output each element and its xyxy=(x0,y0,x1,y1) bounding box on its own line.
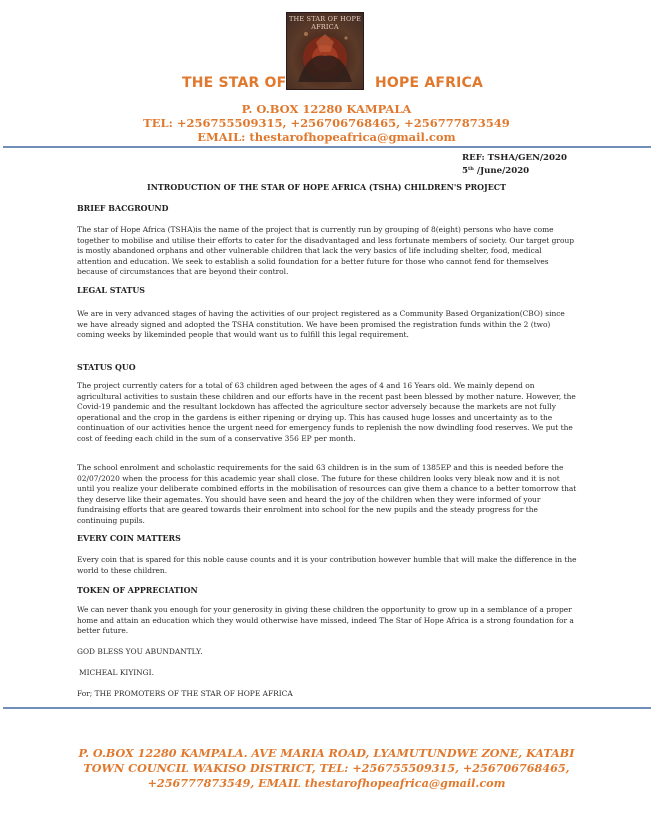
section-heading-legal: LEGAL STATUS xyxy=(77,286,145,295)
section-text-coin: Every coin that is spared for this noble cause counts and it is your contribution however humble that will make the difference in the world to these children. xyxy=(77,555,577,575)
header-po-box: P. O.BOX 12280 KAMPALA xyxy=(241,102,412,116)
document-title: INTRODUCTION OF THE STAR OF HOPE AFRICA (TSHA) CHILDREN'S PROJECT xyxy=(147,183,506,192)
header-telephone: TEL: +256755509315, +256706768465, +256777873549 xyxy=(143,116,510,130)
section-text-status-1: The project currently caters for a total of 63 children aged between the ages of 4 and 16 Years old. We mainly depend on agricultural activities to sustain these children and our efforts have in the recent past been blessed by mother nature. However, the Covid-19 pandemic and the resultant lockdown has affected the agriculture sector adversely because the markets are not fully operational and the crop in the gardens is either ripening or drying up. This has caused huge losses and uncertainty as to the continuation of our activities hence the urgent need for emergency funds to replenish the now dwindling food reserves. We put the cost of feeding each child in the sum of a conservative 356 EP per month. xyxy=(77,381,576,443)
section-text-brief: The star of Hope Africa (TSHA)is the name of the project that is currently run by grouping of 8(eight) persons who have come together to mobilise and utilise their efforts to cater for the disadvantaged and less fortunate members of society. Our target group is mostly abandoned orphans and other vulnerable children that lack the very basics of life including shelter, food, medical attention and education. We seek to establish a solid foundation for a better future for those who cannot fend for themselves because of circumstances that are beyond their control. xyxy=(77,225,574,277)
logo-text: THE STAR OF HOPE AFRICA xyxy=(288,15,362,31)
footer-divider xyxy=(3,707,651,709)
promoters-line: For; THE PROMOTERS OF THE STAR OF HOPE AFRICA xyxy=(77,689,293,698)
signatory-name: MICHEAL KIYINGI. xyxy=(79,668,154,677)
closing-blessing: GOD BLESS YOU ABUNDANTLY. xyxy=(77,647,203,656)
date-rest: /June/2020 xyxy=(473,166,530,176)
date-day: 5 xyxy=(462,166,468,176)
header-email: EMAIL: thestarofhopeafrica@gmail.com xyxy=(197,130,456,144)
section-heading-status: STATUS QUO xyxy=(77,363,136,372)
org-name-right: HOPE AFRICA xyxy=(375,75,484,91)
section-text-legal: We are in very advanced stages of having the activities of our project registered as a Community Based Organization(CBO) since we have already signed and adopted the TSHA constitution. We have been promised the registration funds within the 2 (two) coming weeks by likeminded people that would want us to fulfill this legal requirement. xyxy=(77,309,565,340)
section-text-token: We can never thank you enough for your generosity in giving these children the opportunity to grow up in a semblance of a proper home and attain an education which they would otherwise have missed, indeed The Star of Hope Africa is a strong foundation for a better future. xyxy=(77,605,574,636)
section-heading-token: TOKEN OF APPRECIATION xyxy=(77,586,198,595)
header-divider xyxy=(3,146,651,148)
reference-block xyxy=(462,153,567,177)
organization-logo xyxy=(286,12,364,90)
section-heading-brief: BRIEF BACGROUND xyxy=(77,204,169,213)
reference-number: REF: TSHA/GEN/2020 xyxy=(462,153,567,163)
date-suffix: th xyxy=(467,166,474,172)
section-heading-coin: EVERY COIN MATTERS xyxy=(77,534,181,543)
section-text-status-2: The school enrolment and scholastic requirements for the said 63 children is in the sum of 1385EP and this is needed before the 02/07/2020 when the process for this academic year shall close. The future for these children looks very bleak now and it is not until you realize your deliberate combined efforts in the mobilisation of resources can give them a chance to a better tomorrow that they deserve like their agemates. You should have seen and heard the joy of the children when they were informed of your fundraising efforts that are geared towards their enrolment into school for the new pupils and the steady progress for the continuing pupils. xyxy=(77,463,577,525)
org-name-left: THE STAR OF xyxy=(182,75,287,91)
letter-date xyxy=(462,164,567,177)
footer-address: P. O.BOX 12280 KAMPALA. AVE MARIA ROAD, LYAMUTUNDWE ZONE, KATABI TOWN COUNCIL WAKISO DISTRICT, TEL: +256755509315, +256706768465, +256777873549, EMAIL thestarofhopeafrica@gmail.com xyxy=(78,746,575,790)
